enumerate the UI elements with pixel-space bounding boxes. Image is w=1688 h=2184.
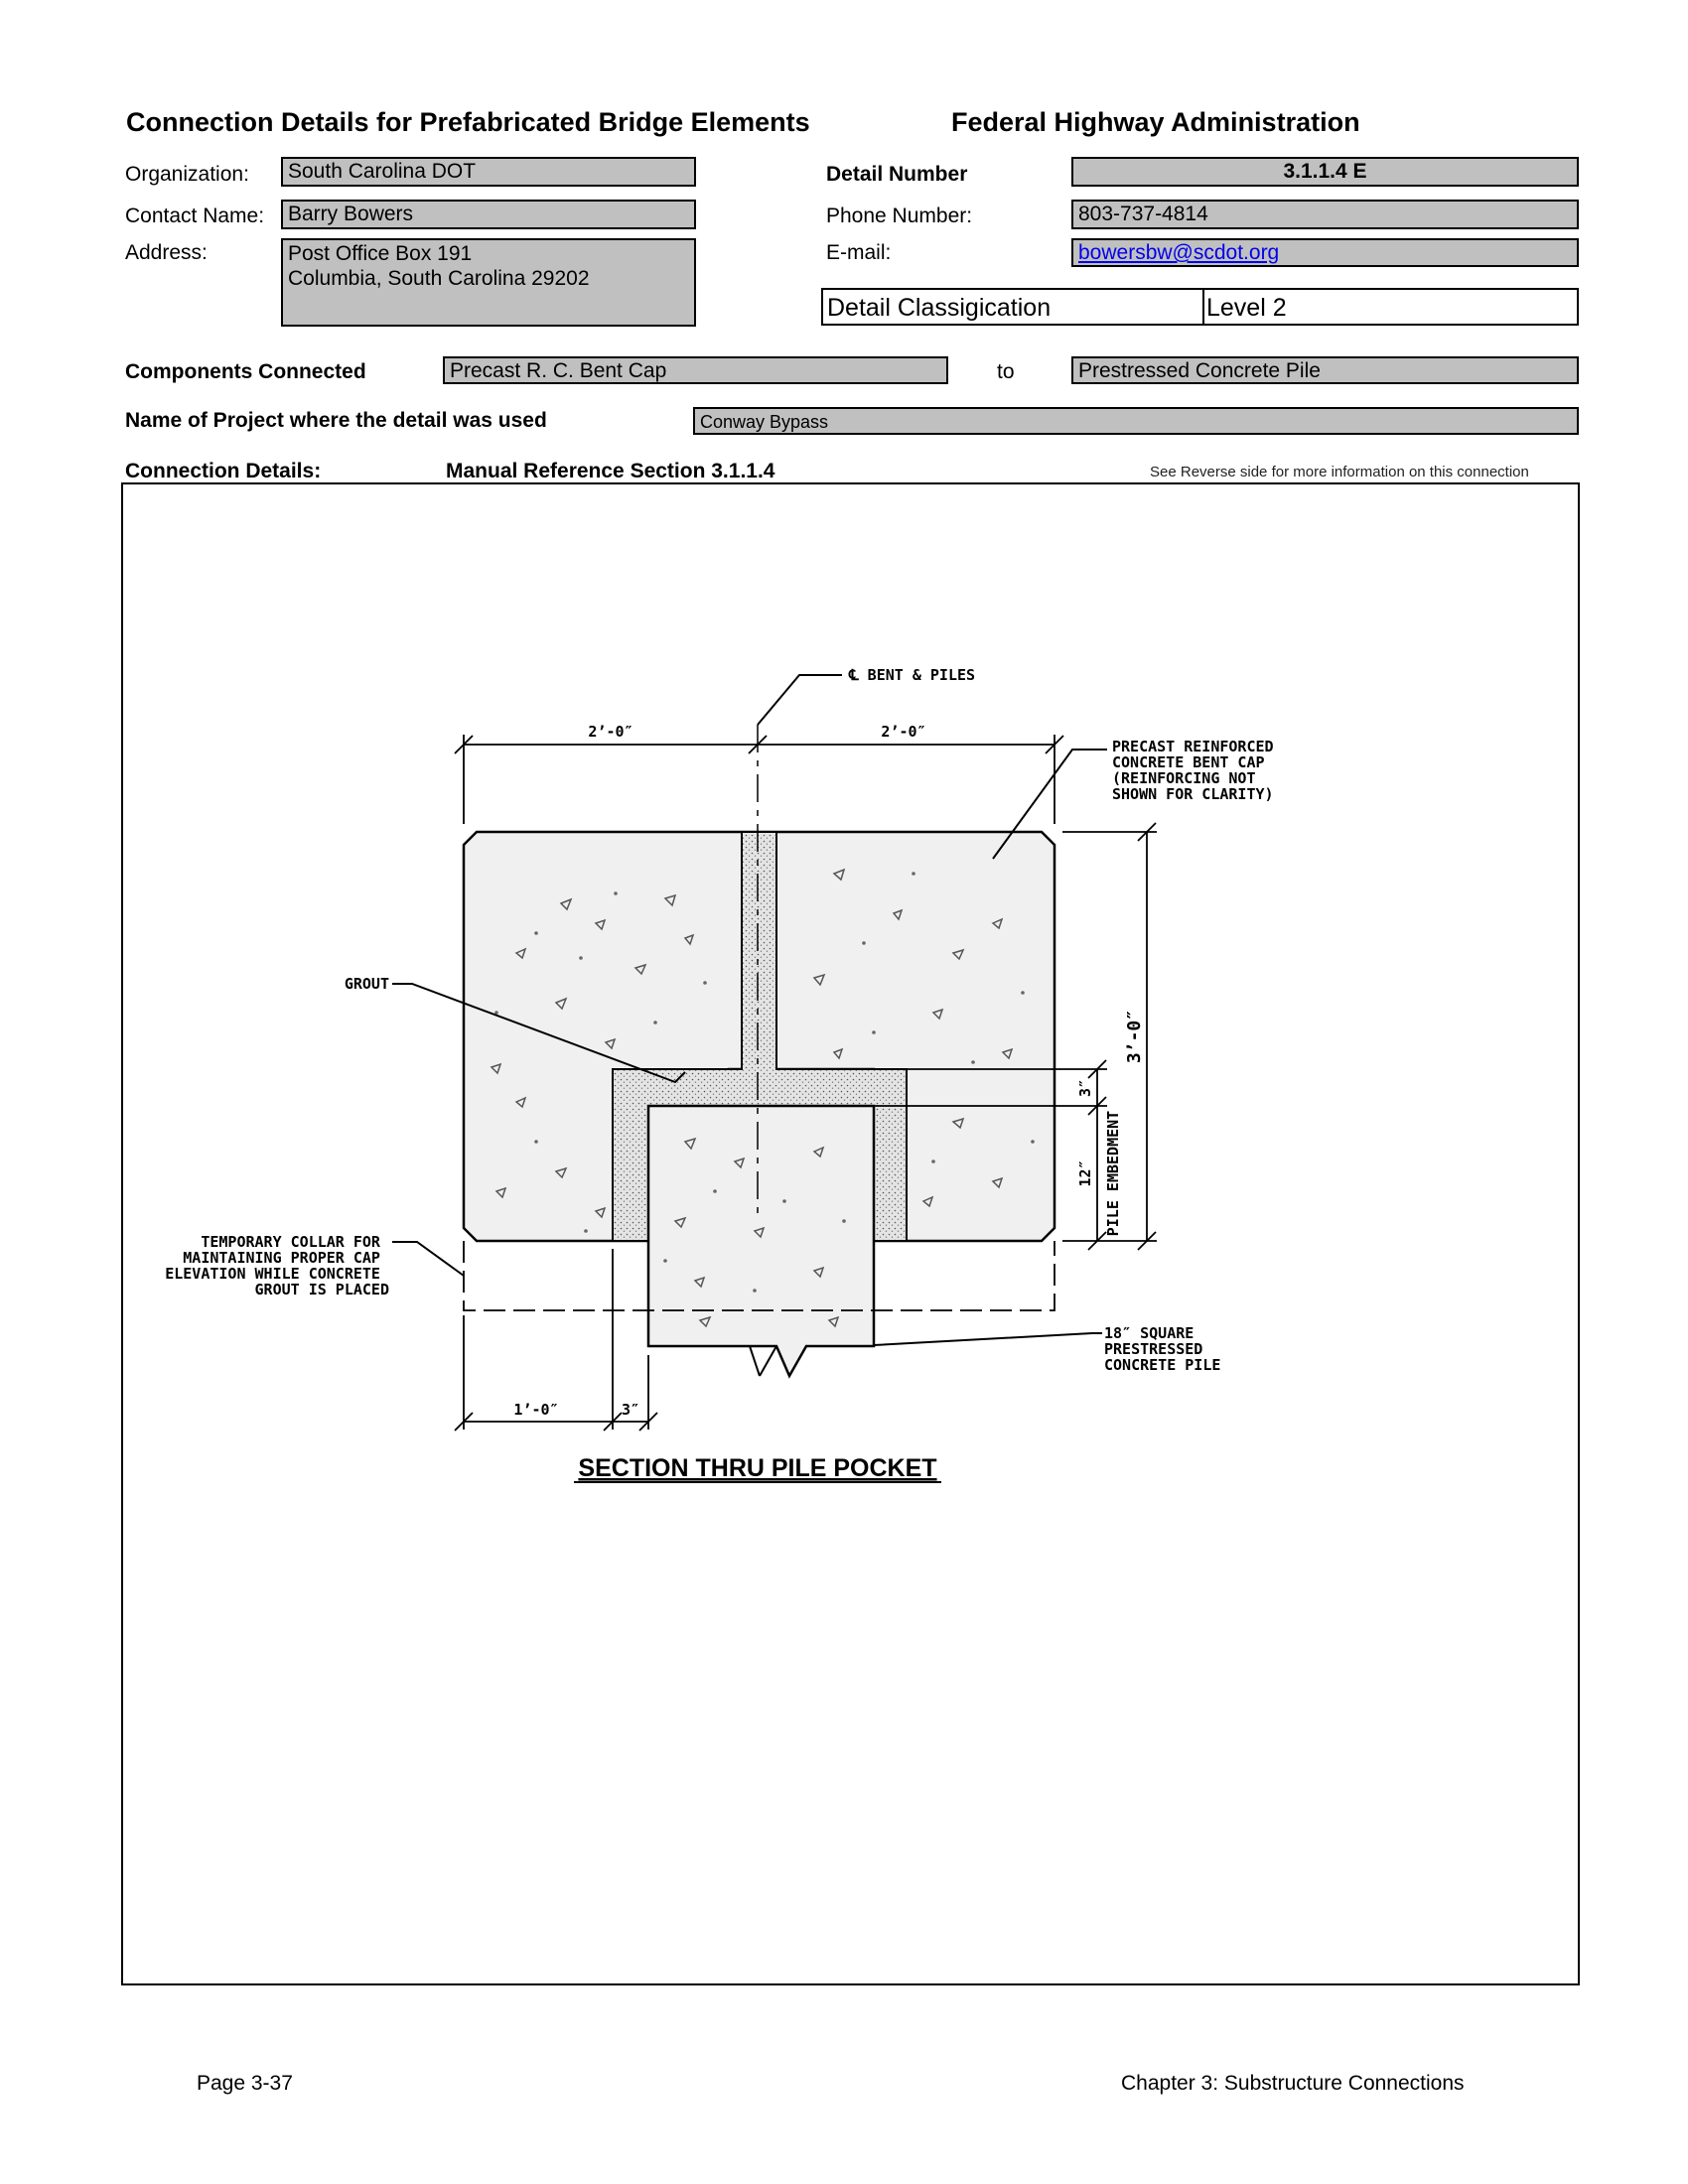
address-field: Post Office Box 191 Columbia, South Carolina 29202	[281, 238, 696, 327]
contact-field: Barry Bowers	[281, 200, 696, 229]
detail-number-field: 3.1.1.4 E	[1071, 157, 1579, 187]
centerline-label: ℄ BENT & PILES	[849, 666, 976, 684]
dim-right-top: 2’-0″	[881, 723, 926, 741]
phone-field: 803-737-4814	[1071, 200, 1579, 229]
document-title: Connection Details for Prefabricated Bridge Elements	[126, 107, 810, 137]
prestressed-pile-shape	[648, 1106, 874, 1376]
page-number: Page 3-37	[197, 2072, 293, 2095]
grout-label: GROUT	[344, 975, 389, 993]
project-field: Conway Bypass	[693, 407, 1579, 435]
organization-label: Organization:	[125, 163, 249, 186]
collar-note: TEMPORARY COLLAR FOR MAINTAINING PROPER CAP ELEVATION WHILE CONCRETE GROUT IS PLACED	[165, 1233, 389, 1298]
bent-cap-note: PRECAST REINFORCED CONCRETE BENT CAP (REINFORCING NOT SHOWN FOR CLARITY)	[1112, 738, 1274, 803]
reverse-side-note: See Reverse side for more information on this connection	[1150, 464, 1529, 480]
agency-title: Federal Highway Administration	[951, 107, 1360, 137]
email-label: E-mail:	[826, 241, 892, 264]
manual-reference: Manual Reference Section 3.1.1.4	[446, 460, 775, 482]
address-label: Address:	[125, 241, 208, 264]
top-dimension-lines	[455, 735, 1063, 824]
chapter-label: Chapter 3: Substructure Connections	[1121, 2072, 1465, 2095]
to-label: to	[997, 360, 1015, 383]
component-from-field: Precast R. C. Bent Cap	[443, 356, 948, 384]
dim-height: 3’-0″	[1124, 1009, 1145, 1064]
classification-label: Detail Classigication	[827, 294, 1052, 322]
dim-3in-right: 3″	[1076, 1078, 1094, 1098]
dim-12in: 12″	[1076, 1160, 1094, 1187]
component-to-field: Prestressed Concrete Pile	[1071, 356, 1579, 384]
dim-bottom-3in: 3″	[621, 1401, 640, 1419]
dim-bottom-left: 1’-0″	[513, 1401, 559, 1419]
phone-label: Phone Number:	[826, 205, 973, 227]
contact-label: Contact Name:	[125, 205, 265, 227]
detail-number-label: Detail Number	[826, 163, 968, 186]
section-title: SECTION THRU PILE POCKET	[578, 1454, 937, 1482]
pile-embedment-label: PILE EMBEDMENT	[1104, 1110, 1122, 1237]
pile-note: 18″ SQUARE PRESTRESSED CONCRETE PILE	[1104, 1324, 1221, 1374]
components-label: Components Connected	[125, 360, 366, 383]
dim-left-top: 2’-0″	[588, 723, 633, 741]
classification-value: Level 2	[1206, 294, 1287, 322]
project-label: Name of Project where the detail was used	[125, 409, 547, 432]
organization-field: South Carolina DOT	[281, 157, 696, 187]
email-field[interactable]: bowersbw@scdot.org	[1071, 238, 1579, 267]
connection-details-label: Connection Details:	[125, 460, 322, 482]
